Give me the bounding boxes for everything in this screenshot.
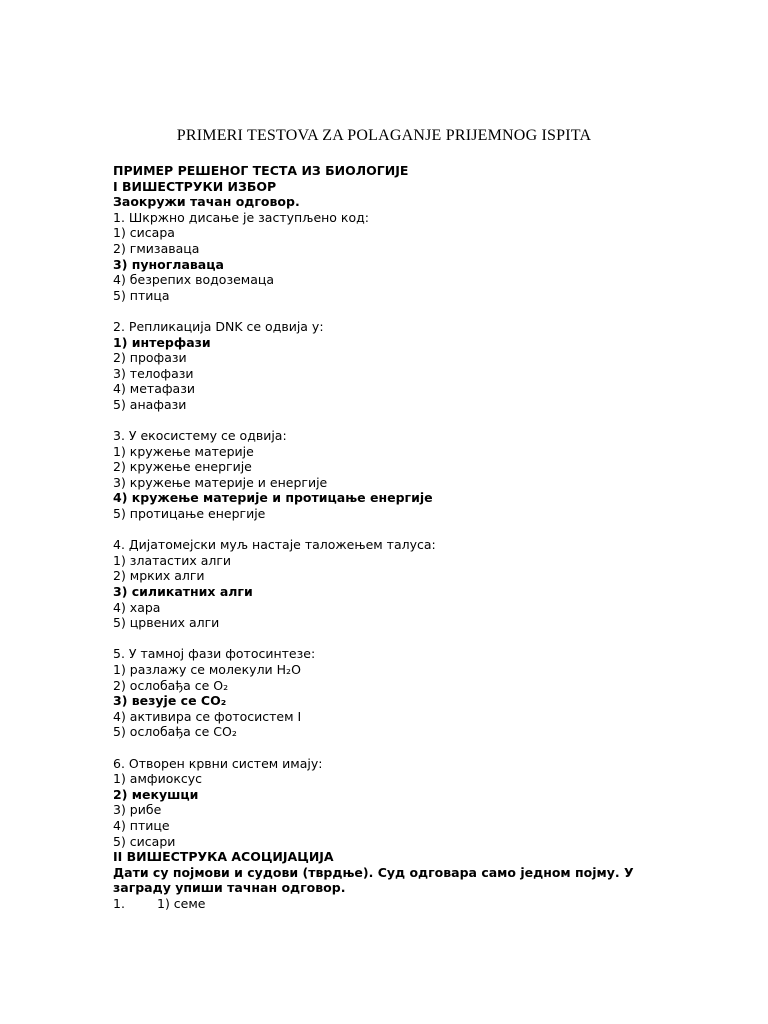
answer-option: 4) активира се фотосистем I — [113, 708, 302, 724]
document-title: PRIMERI TESTOVA ZA POLAGANJE PRIJEMNOG ISPITA — [176, 127, 592, 144]
question-block — [113, 428, 673, 537]
answer-option: 4) птице — [113, 817, 170, 833]
answer-option: 1) златастих алги — [113, 552, 232, 568]
question-text: 4. Дијатомејски муљ настаје таложењем талуса: — [113, 537, 436, 553]
answer-option-correct: 2) мекушци — [113, 786, 199, 802]
spacer — [113, 631, 673, 647]
answer-option: 2) мрких алги — [113, 568, 205, 584]
question-text: 2. Репликација DNK се одвија у: — [113, 318, 324, 334]
answer-option: 5) ослобађа се CO₂ — [113, 724, 237, 740]
question-block — [113, 646, 673, 755]
answer-option: 3) телофази — [113, 365, 194, 381]
answer-option: 3) рибе — [113, 802, 162, 818]
answer-option-correct: 3) силикатних алги — [113, 584, 253, 600]
answer-option: 2) гмизаваца — [113, 240, 200, 256]
answer-option: 5) анафази — [113, 396, 187, 412]
questions-list — [113, 210, 673, 849]
answer-option: 4) метафази — [113, 381, 195, 397]
answer-option: 5) птица — [113, 287, 170, 303]
answer-option: 5) сисари — [113, 833, 176, 849]
answer-option: 1) разлажу се молекули H₂O — [113, 662, 301, 677]
answer-option: 1) кружење материје — [113, 443, 254, 459]
answer-option: 2) профази — [113, 350, 187, 366]
question-block — [113, 537, 673, 646]
question-text: 6. Отворен крвни систем имају: — [113, 755, 323, 771]
spacer — [113, 303, 673, 319]
example-title: ПРИМЕР РЕШЕНОГ ТЕСТА ИЗ БИОЛОГИЈЕ — [113, 163, 409, 178]
question-block — [113, 319, 673, 428]
answer-option-correct: 3) везује се CO₂ — [113, 693, 227, 709]
question-block — [113, 210, 673, 319]
question-text: 5. У тамној фази фотосинтезе: — [113, 646, 316, 662]
instruction: Дати су појмови и судови (тврдње). Суд одговара само једном појму. У заграду упиши тачнан одговор. — [113, 864, 634, 896]
section-title: I ВИШЕСТРУКИ ИЗБОР — [113, 178, 277, 194]
question-block — [113, 756, 673, 850]
answer-option: 4) безрепих водоземаца — [113, 272, 275, 288]
question-text: 3. У екосистему се одвија: — [113, 428, 287, 444]
answer-option-correct: 4) кружење материје и протицање енергије — [113, 490, 433, 506]
answer-option-correct: 1) интерфази — [113, 334, 211, 350]
answer-option: 5) протицање енергије — [113, 506, 266, 522]
answer-option: 1) амфиоксус — [113, 771, 203, 787]
answer-option: 2) кружење енергије — [113, 459, 252, 475]
section-title: II ВИШЕСТРУКА АСОЦИЈАЦИЈА — [113, 849, 334, 865]
answer-option: 4) хара — [113, 599, 161, 615]
question-text: 1. Шкржно дисање је заступљено код: — [113, 209, 369, 225]
spacer — [113, 522, 673, 538]
document-body — [113, 163, 673, 912]
spacer — [113, 740, 673, 756]
list-item — [113, 896, 673, 912]
answer-option: 5) црвених алги — [113, 615, 220, 631]
item-text: 1) семе — [157, 895, 206, 911]
answer-option: 2) ослобађа се O₂ — [113, 677, 229, 693]
answer-option: 1) сисара — [113, 225, 175, 241]
answer-option-correct: 3) пуноглаваца — [113, 256, 224, 272]
item-number: 1. — [113, 895, 125, 911]
instruction: Заокружи тачан одговор. — [113, 194, 300, 210]
answer-option: 3) кружење материје и енергије — [113, 474, 328, 490]
spacer — [113, 413, 673, 429]
